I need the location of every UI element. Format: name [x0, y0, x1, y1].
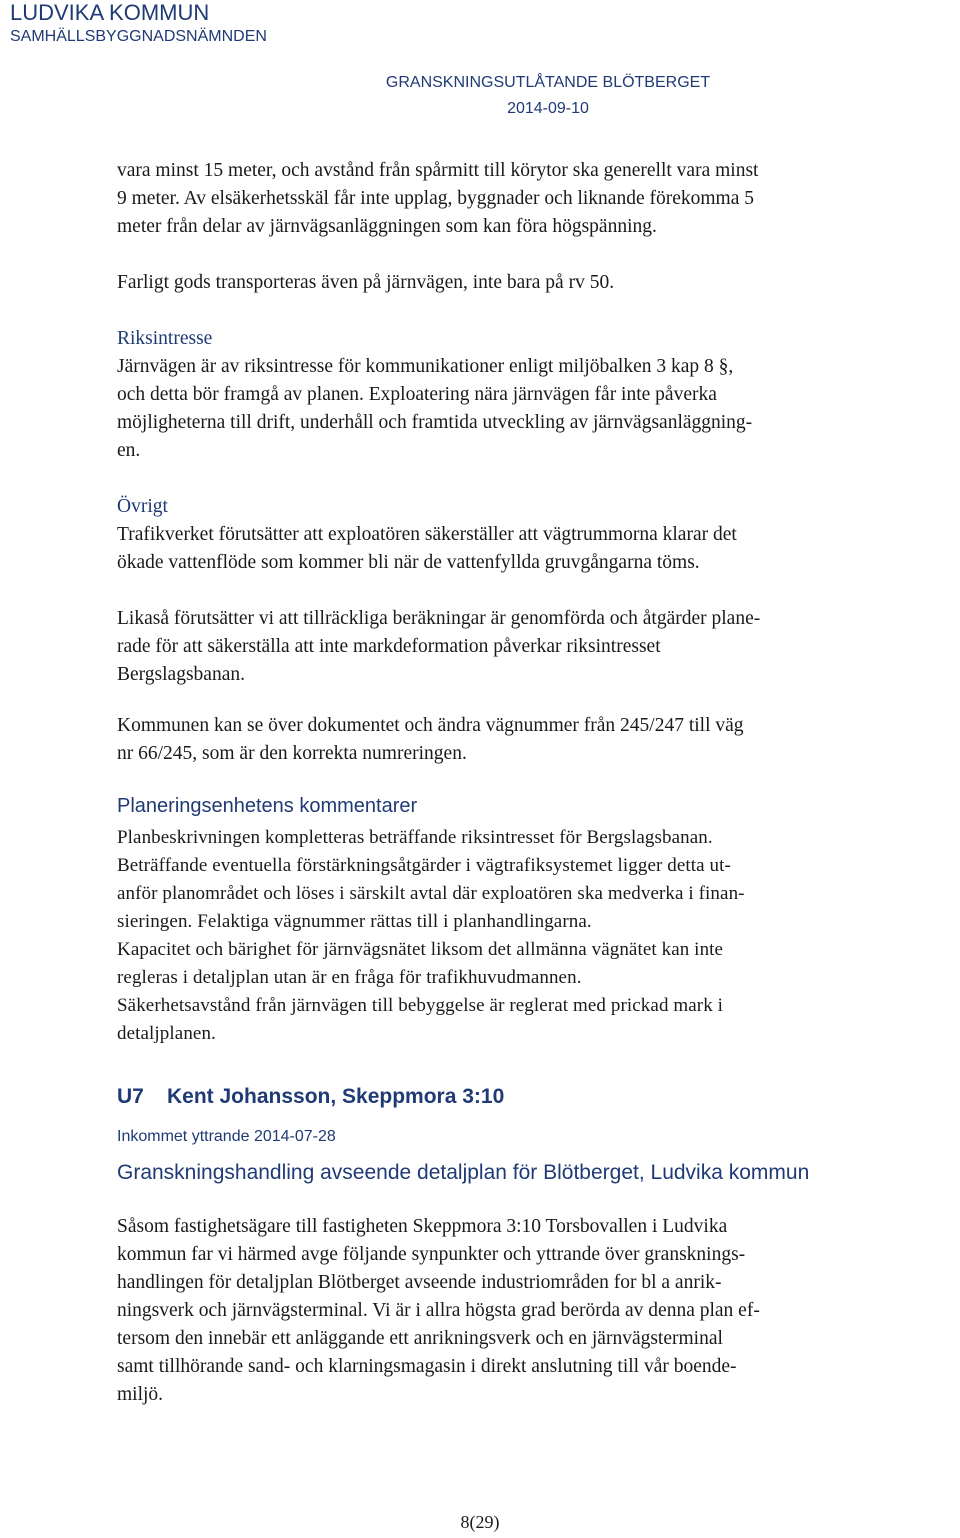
document-title: GRANSKNINGSUTLÅTANDE BLÖTBERGET: [385, 74, 711, 91]
text-line: Kommunen kan se över dokumentet och ändra vägnummer från 245/247 till väg: [117, 715, 744, 736]
page-number: 8(29): [460, 1512, 500, 1532]
section-heading-riksintresse: Riksintresse: [117, 328, 213, 349]
section-riksintresse: [117, 325, 907, 465]
organization-name: LUDVIKA KOMMUN: [10, 0, 210, 25]
text-line: kommun far vi härmed avge följande synpunkter och yttrande över gransknings-: [117, 1244, 746, 1265]
paragraph-likasa: [117, 605, 907, 689]
text-line: Kapacitet och bärighet för järnvägsnätet liksom det allmänna vägnätet kan inte: [117, 939, 724, 960]
text-line: Järnvägen är av riksintresse för kommunikationer enligt miljöbalken 3 kap 8 §,: [117, 356, 734, 377]
text-line: rade för att säkerställa att inte markdeformation påverkar riksintresset: [117, 636, 661, 657]
document-date: 2014-09-10: [507, 100, 589, 117]
paragraph-u7-statement: [117, 1213, 907, 1409]
section-number: U7: [117, 1085, 144, 1108]
heading-u7: [117, 1083, 504, 1111]
text-line: vara minst 15 meter, och avstånd från spårmitt till körytor ska generellt vara minst: [117, 160, 759, 181]
paragraph-intro: [117, 157, 907, 241]
text-line: Likaså förutsätter vi att tillräckliga beräkningar är genomförda och åtgärder plane-: [117, 608, 761, 629]
text-line: Planbeskrivningen kompletteras beträffande riksintresset för Bergslagsbanan.: [117, 827, 713, 848]
received-date-line: Inkommet yttrande 2014-07-28: [117, 1128, 336, 1145]
section-ovrigt: [117, 493, 907, 577]
text-line: Trafikverket förutsätter att exploatören säkerställer att vägtrummorna klarar det: [117, 524, 737, 545]
text-line: miljö.: [117, 1384, 164, 1405]
text-line: nr 66/245, som är den korrekta numreringen.: [117, 743, 467, 764]
organization-department: SAMHÄLLSBYGGNADSNÄMNDEN: [10, 28, 267, 45]
paragraph-kommunen: [117, 712, 907, 768]
text-line: ningsverk och järnvägsterminal. Vi är i allra högsta grad berörda av denna plan ef-: [117, 1300, 760, 1321]
text-line: anför planområdet och löses i särskilt avtal där exploatören ska medverka i finan-: [117, 883, 745, 904]
text-line: regleras i detaljplan utan är en fråga för trafikhuvudmannen.: [117, 967, 582, 988]
text-line: Säkerhetsavstånd från järnvägen till bebyggelse är reglerat med prickad mark i: [117, 995, 724, 1016]
text-line: möjligheterna till drift, underhåll och framtida utveckling av järnvägsanläggning-: [117, 412, 753, 433]
text-line: 9 meter. Av elsäkerhetsskäl får inte upplag, byggnader och liknande förekomma 5: [117, 188, 754, 209]
paragraph-planering-comments: [117, 824, 907, 1048]
text-line: Såsom fastighetsägare till fastigheten Skeppmora 3:10 Torsbovallen i Ludvika: [117, 1216, 728, 1237]
text-line: ökade vattenflöde som kommer bli när de vattenfyllda gruvgångarna töms.: [117, 552, 700, 573]
text-line: tersom den innebär ett anläggande ett anrikningsverk och en järnvägsterminal: [117, 1328, 723, 1349]
text-line: detaljplanen.: [117, 1023, 216, 1044]
section-heading-ovrigt: Övrigt: [117, 496, 168, 517]
paragraph-farligt-gods: [117, 269, 907, 297]
section-title: Kent Johansson, Skeppmora 3:10: [167, 1085, 505, 1108]
text-line: Bergslagsbanan.: [117, 664, 245, 685]
text-line: sieringen. Felaktiga vägnummer rättas till i planhandlingarna.: [117, 911, 592, 932]
text-line: och detta bör framgå av planen. Exploatering nära järnvägen får inte påverka: [117, 384, 717, 405]
text-line: handlingen för detaljplan Blötberget avseende industriområden for bl a anrik-: [117, 1272, 722, 1293]
text-line: en.: [117, 440, 141, 461]
text-line: meter från delar av järnvägsanläggningen som kan föra högspänning.: [117, 216, 657, 237]
text-line: Farligt gods transporteras även på järnvägen, inte bara på rv 50.: [117, 272, 615, 293]
subject-heading: Granskningshandling avseende detaljplan för Blötberget, Ludvika kommun: [117, 1161, 810, 1184]
text-line: Beträffande eventuella förstärkningsåtgärder i vägtrafiksystemet ligger detta ut-: [117, 855, 731, 876]
heading-planeringsenhetens-kommentarer: Planeringsenhetens kommentarer: [117, 795, 418, 817]
text-line: samt tillhörande sand- och klarningsmagasin i direkt anslutning till vår boende-: [117, 1356, 737, 1377]
